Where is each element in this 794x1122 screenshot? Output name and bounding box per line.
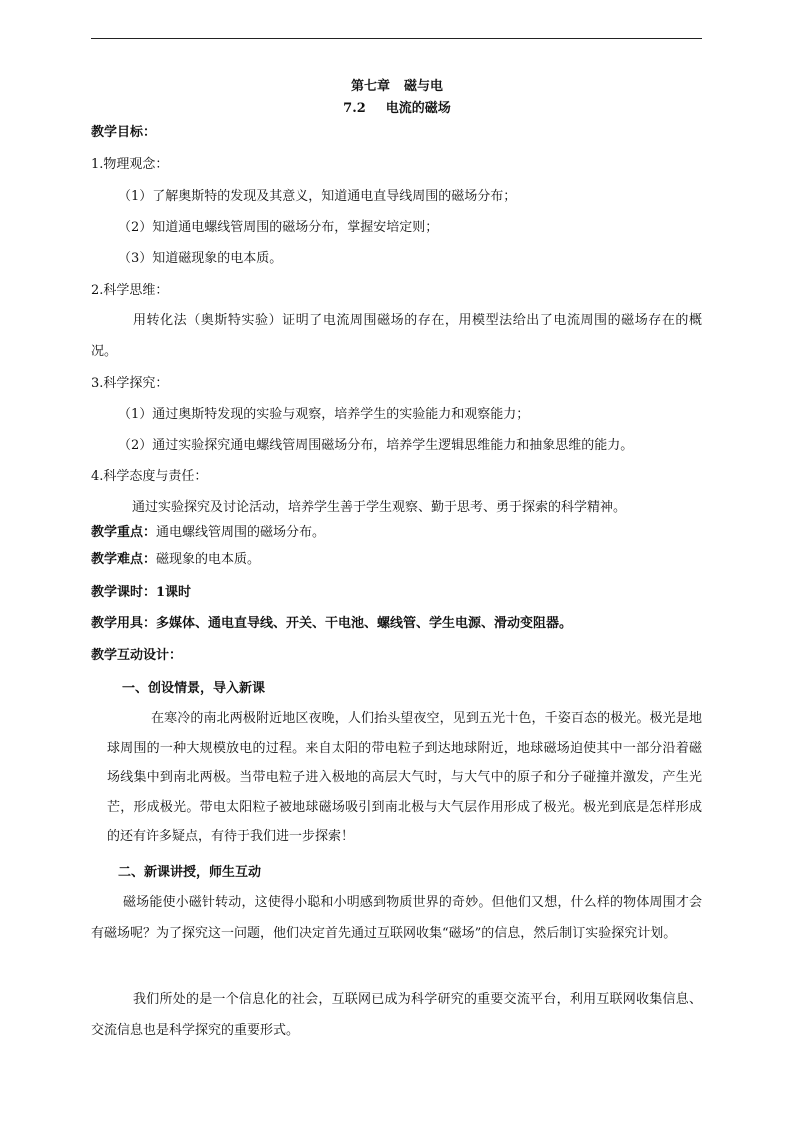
difficulty-text: 磁现象的电本质。 [156, 552, 261, 567]
key-point [91, 526, 325, 539]
difficulty [91, 553, 260, 566]
part2-text-2: 我们所处的是一个信息化的社会，互联网已成为科学研究的重要交流平台，利用互联网收集信息、交流信息也是科学探究的重要形式。 [91, 992, 702, 1038]
part1-text: 在寒冷的南北两极附近地区夜晚，人们抬头望夜空，见到五光十色，千姿百态的极光。极光是地球周围的一种大规模放电的过程。来自太阳的带电粒子到达地球附近，地球磁场迫使其中一部分沿着磁场线集中到南北两极。当带电粒子进入极地的高层大气时，与大气中的原子和分子碰撞并激发，产生光芒，形成极光。带电太阳粒子被地球磁场吸引到南北极与大气层作用形成了极光。极光到底是怎样形成的还有许多疑点，有待于我们进一步探索！ [107, 711, 702, 844]
difficulty-label: 教学难点： [91, 552, 157, 567]
concept-item-3: （3）知道磁现象的电本质。 [118, 251, 283, 266]
inquiry-title: 3.科学探究： [91, 376, 169, 391]
attitude-title: 4.科学态度与责任： [91, 469, 208, 484]
teaching-tools: 教学用具：多媒体、通电直导线、开关、干电池、螺线管、学生电源、滑动变阻器。 [91, 616, 573, 631]
inquiry-item-2: （2）通过实验探究通电螺线管周围磁场分布，培养学生逻辑思维能力和抽象思维的能力。 [118, 438, 634, 453]
part2-title: 二、新课讲授，师生互动 [118, 865, 262, 880]
section-title: 7.2 电流的磁场 [343, 101, 451, 116]
attitude-text: 通过实验探究及讨论活动，培养学生善于学生观察、勤于思考、勇于探索的科学精神。 [132, 500, 627, 515]
header-rule [91, 38, 702, 39]
concept-item-2: （2）知道通电螺线管周围的磁场分布，掌握安培定则； [118, 220, 439, 235]
part2-text-1: 磁场能使小磁针转动，这使得小聪和小明感到物质世界的奇妙。但他们又想，什么样的物体周围才会有磁场呢？为了探究这一问题，他们决定首先通过互联网收集“磁场”的信息，然后制订实验探究计划。 [91, 895, 702, 941]
inquiry-item-1: （1）通过奥斯特发现的实验与观察，培养学生的实验能力和观察能力； [118, 407, 530, 422]
design-heading: 教学互动设计： [91, 648, 183, 663]
key-point-text: 通电螺线管周围的磁场分布。 [156, 525, 326, 540]
thinking-title: 2.科学思维： [91, 283, 169, 298]
part1-title: 一、创设情景，导入新课 [122, 681, 266, 696]
key-point-label: 教学重点： [91, 525, 157, 540]
concept-item-1: （1）了解奥斯特的发现及其意义，知道通电直导线周围的磁场分布； [118, 189, 517, 204]
thinking-text: 用转化法（奥斯特实验）证明了电流周围磁场的存在，用模型法给出了电流周围的磁场存在的概况。 [91, 313, 702, 359]
concept-title: 1.物理观念： [91, 157, 169, 172]
goals-heading: 教学目标： [91, 125, 157, 140]
class-hours: 教学课时：1课时 [91, 585, 192, 600]
chapter-title: 第七章 磁与电 [350, 79, 444, 94]
